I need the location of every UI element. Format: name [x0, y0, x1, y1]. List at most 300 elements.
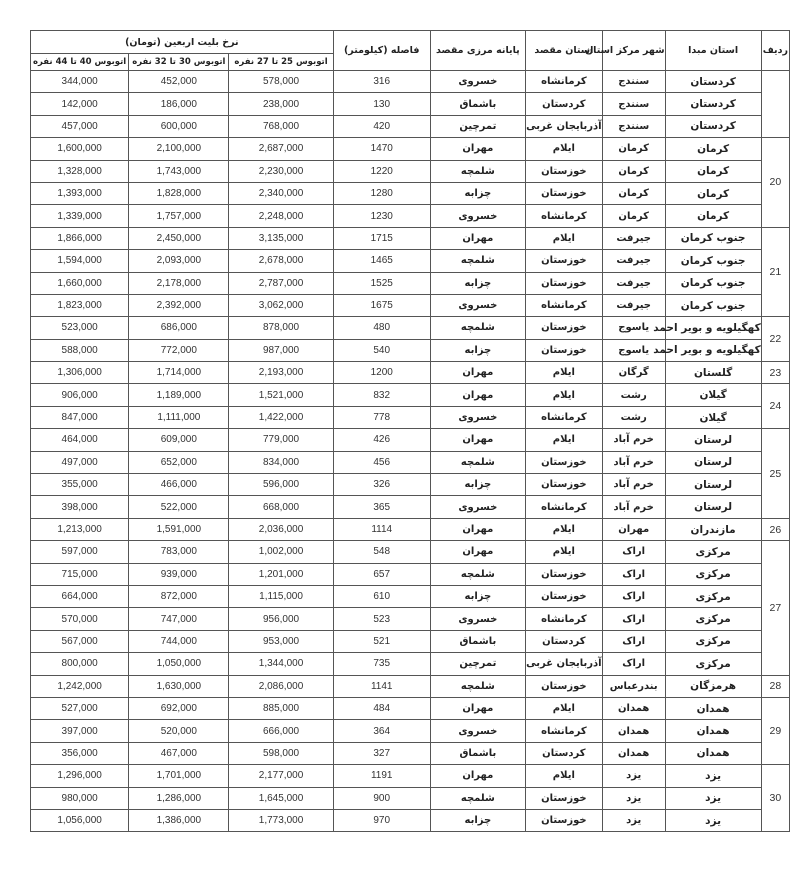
fare-bus-40-44: 142,000	[31, 93, 129, 115]
distance: 1465	[333, 250, 430, 272]
center-city: یاسوج	[602, 317, 665, 339]
origin-province: مرکزی	[665, 608, 761, 630]
fare-bus-40-44: 1,660,000	[31, 272, 129, 294]
distance: 610	[333, 585, 430, 607]
row-index: 22	[761, 317, 789, 362]
row-index: 28	[761, 675, 789, 697]
fare-bus-30-32: 686,000	[129, 317, 229, 339]
fare-bus-30-32: 2,093,000	[129, 250, 229, 272]
fare-bus-25-27: 1,115,000	[229, 585, 333, 607]
center-city: کرمان	[602, 138, 665, 160]
center-city: رشت	[602, 406, 665, 428]
fare-bus-25-27: 3,062,000	[229, 294, 333, 316]
distance: 778	[333, 406, 430, 428]
center-city: خرم آباد	[602, 474, 665, 496]
destination-province: آذربایجان غربی	[525, 653, 602, 675]
destination-province: کرمانشاه	[525, 71, 602, 93]
origin-province: یزد	[665, 809, 761, 831]
destination-province: ایلام	[525, 518, 602, 540]
header-bus-30-32: اتوبوس 30 تا 32 نفره	[129, 54, 229, 71]
table-row	[31, 809, 790, 831]
origin-province: لرستان	[665, 496, 761, 518]
fare-bus-25-27: 238,000	[229, 93, 333, 115]
distance: 1114	[333, 518, 430, 540]
center-city: کرمان	[602, 182, 665, 204]
header-center-city: شهر مرکز استان	[602, 31, 665, 71]
border-terminal: خسروی	[430, 71, 525, 93]
distance: 316	[333, 71, 430, 93]
fare-bus-40-44: 847,000	[31, 406, 129, 428]
origin-province: مرکزی	[665, 541, 761, 563]
origin-province: کردستان	[665, 93, 761, 115]
fare-bus-25-27: 1,344,000	[229, 653, 333, 675]
center-city: جیرفت	[602, 227, 665, 249]
origin-province: کردستان	[665, 71, 761, 93]
table-row	[31, 720, 790, 742]
fare-bus-30-32: 2,100,000	[129, 138, 229, 160]
destination-province: کرمانشاه	[525, 720, 602, 742]
fare-bus-25-27: 2,230,000	[229, 160, 333, 182]
distance: 657	[333, 563, 430, 585]
table-row	[31, 518, 790, 540]
center-city: خرم آباد	[602, 429, 665, 451]
row-index: 27	[761, 541, 789, 675]
fare-bus-30-32: 772,000	[129, 339, 229, 361]
destination-province: کردستان	[525, 93, 602, 115]
fare-bus-40-44: 1,866,000	[31, 227, 129, 249]
fare-bus-25-27: 2,036,000	[229, 518, 333, 540]
row-index: 29	[761, 697, 789, 764]
border-terminal: شلمچه	[430, 160, 525, 182]
distance: 548	[333, 541, 430, 563]
destination-province: خوزستان	[525, 451, 602, 473]
fare-bus-40-44: 1,213,000	[31, 518, 129, 540]
row-index: 25	[761, 429, 789, 519]
fare-bus-40-44: 567,000	[31, 630, 129, 652]
fare-bus-40-44: 1,056,000	[31, 809, 129, 831]
table-row	[31, 541, 790, 563]
fare-bus-30-32: 186,000	[129, 93, 229, 115]
table-row	[31, 608, 790, 630]
fare-bus-40-44: 398,000	[31, 496, 129, 518]
destination-province: خوزستان	[525, 250, 602, 272]
origin-province: جنوب کرمان	[665, 272, 761, 294]
distance: 327	[333, 742, 430, 764]
origin-province: کهگیلویه و بویر احمد	[665, 317, 761, 339]
fare-bus-25-27: 956,000	[229, 608, 333, 630]
origin-province: مرکزی	[665, 630, 761, 652]
fare-bus-25-27: 1,422,000	[229, 406, 333, 428]
fare-bus-30-32: 1,050,000	[129, 653, 229, 675]
fare-bus-40-44: 497,000	[31, 451, 129, 473]
table-row	[31, 496, 790, 518]
border-terminal: باشماق	[430, 93, 525, 115]
distance: 130	[333, 93, 430, 115]
destination-province: ایلام	[525, 362, 602, 384]
origin-province: گیلان	[665, 384, 761, 406]
fare-bus-40-44: 457,000	[31, 115, 129, 137]
border-terminal: مهران	[430, 429, 525, 451]
center-city: یزد	[602, 809, 665, 831]
fare-bus-40-44: 1,328,000	[31, 160, 129, 182]
fare-bus-30-32: 1,757,000	[129, 205, 229, 227]
distance: 540	[333, 339, 430, 361]
fare-bus-25-27: 2,248,000	[229, 205, 333, 227]
table-row	[31, 115, 790, 137]
fare-bus-25-27: 1,645,000	[229, 787, 333, 809]
fare-bus-30-32: 872,000	[129, 585, 229, 607]
fare-bus-25-27: 2,086,000	[229, 675, 333, 697]
destination-province: خوزستان	[525, 787, 602, 809]
table-row	[31, 787, 790, 809]
border-terminal: مهران	[430, 765, 525, 787]
origin-province: لرستان	[665, 451, 761, 473]
distance: 832	[333, 384, 430, 406]
table-row	[31, 205, 790, 227]
border-terminal: شلمچه	[430, 451, 525, 473]
center-city: همدان	[602, 720, 665, 742]
fare-bus-25-27: 834,000	[229, 451, 333, 473]
fare-bus-30-32: 520,000	[129, 720, 229, 742]
fare-bus-40-44: 588,000	[31, 339, 129, 361]
destination-province: خوزستان	[525, 317, 602, 339]
border-terminal: مهران	[430, 138, 525, 160]
distance: 364	[333, 720, 430, 742]
fare-bus-40-44: 664,000	[31, 585, 129, 607]
fare-bus-25-27: 668,000	[229, 496, 333, 518]
table-row	[31, 71, 790, 93]
distance: 1280	[333, 182, 430, 204]
center-city: اراک	[602, 630, 665, 652]
table-row	[31, 630, 790, 652]
border-terminal: شلمچه	[430, 675, 525, 697]
fare-bus-25-27: 578,000	[229, 71, 333, 93]
fare-bus-40-44: 800,000	[31, 653, 129, 675]
border-terminal: مهران	[430, 384, 525, 406]
center-city: جیرفت	[602, 272, 665, 294]
center-city: بندرعباس	[602, 675, 665, 697]
table-row	[31, 765, 790, 787]
center-city: گرگان	[602, 362, 665, 384]
fare-bus-30-32: 783,000	[129, 541, 229, 563]
distance: 1230	[333, 205, 430, 227]
table-row	[31, 294, 790, 316]
center-city: جیرفت	[602, 294, 665, 316]
fare-bus-30-32: 1,714,000	[129, 362, 229, 384]
border-terminal: چزابه	[430, 339, 525, 361]
fare-bus-30-32: 939,000	[129, 563, 229, 585]
border-terminal: شلمچه	[430, 250, 525, 272]
fare-bus-25-27: 2,177,000	[229, 765, 333, 787]
border-terminal: خسروی	[430, 294, 525, 316]
fare-bus-30-32: 1,630,000	[129, 675, 229, 697]
destination-province: ایلام	[525, 429, 602, 451]
center-city: کرمان	[602, 160, 665, 182]
distance: 523	[333, 608, 430, 630]
distance: 1525	[333, 272, 430, 294]
fare-bus-30-32: 1,111,000	[129, 406, 229, 428]
destination-province: ایلام	[525, 697, 602, 719]
origin-province: هرمزگان	[665, 675, 761, 697]
fare-bus-25-27: 878,000	[229, 317, 333, 339]
center-city: رشت	[602, 384, 665, 406]
fare-bus-25-27: 2,787,000	[229, 272, 333, 294]
center-city: اراک	[602, 563, 665, 585]
fare-bus-40-44: 356,000	[31, 742, 129, 764]
table-row	[31, 742, 790, 764]
header-bus-25-27: اتوبوس 25 تا 27 نفره	[229, 54, 333, 71]
table-row	[31, 451, 790, 473]
distance: 735	[333, 653, 430, 675]
border-terminal: خسروی	[430, 720, 525, 742]
fare-bus-40-44: 355,000	[31, 474, 129, 496]
fare-bus-40-44: 1,823,000	[31, 294, 129, 316]
origin-province: جنوب کرمان	[665, 227, 761, 249]
border-terminal: چزابه	[430, 809, 525, 831]
destination-province: خوزستان	[525, 272, 602, 294]
fare-bus-40-44: 980,000	[31, 787, 129, 809]
row-index: 23	[761, 362, 789, 384]
fare-bus-40-44: 570,000	[31, 608, 129, 630]
border-terminal: شلمچه	[430, 563, 525, 585]
fare-bus-25-27: 2,340,000	[229, 182, 333, 204]
destination-province: ایلام	[525, 765, 602, 787]
distance: 480	[333, 317, 430, 339]
fare-bus-40-44: 1,296,000	[31, 765, 129, 787]
fare-bus-25-27: 2,678,000	[229, 250, 333, 272]
fare-bus-40-44: 523,000	[31, 317, 129, 339]
row-index: 30	[761, 765, 789, 832]
fare-bus-30-32: 1,189,000	[129, 384, 229, 406]
destination-province: ایلام	[525, 227, 602, 249]
origin-province: مرکزی	[665, 563, 761, 585]
fare-bus-40-44: 715,000	[31, 563, 129, 585]
fare-bus-40-44: 344,000	[31, 71, 129, 93]
fare-bus-30-32: 2,392,000	[129, 294, 229, 316]
fare-bus-30-32: 1,386,000	[129, 809, 229, 831]
table-row	[31, 160, 790, 182]
origin-province: گلستان	[665, 362, 761, 384]
fare-bus-25-27: 779,000	[229, 429, 333, 451]
fare-bus-30-32: 2,178,000	[129, 272, 229, 294]
destination-province: کرمانشاه	[525, 205, 602, 227]
fare-bus-30-32: 1,591,000	[129, 518, 229, 540]
fare-bus-30-32: 747,000	[129, 608, 229, 630]
fare-bus-30-32: 1,286,000	[129, 787, 229, 809]
header-index: ردیف	[761, 31, 789, 71]
fare-bus-40-44: 1,393,000	[31, 182, 129, 204]
origin-province: لرستان	[665, 474, 761, 496]
origin-province: یزد	[665, 765, 761, 787]
center-city: سنندج	[602, 71, 665, 93]
table-row	[31, 362, 790, 384]
border-terminal: شلمچه	[430, 317, 525, 339]
fare-bus-30-32: 744,000	[129, 630, 229, 652]
distance: 365	[333, 496, 430, 518]
fare-bus-25-27: 1,773,000	[229, 809, 333, 831]
fare-bus-30-32: 467,000	[129, 742, 229, 764]
fare-bus-25-27: 1,002,000	[229, 541, 333, 563]
destination-province: ایلام	[525, 541, 602, 563]
destination-province: خوزستان	[525, 160, 602, 182]
fare-bus-25-27: 2,687,000	[229, 138, 333, 160]
table-row	[31, 653, 790, 675]
header-destination-province: استان مقصد	[525, 31, 602, 71]
border-terminal: مهران	[430, 697, 525, 719]
table-header	[31, 31, 790, 71]
fare-bus-30-32: 1,701,000	[129, 765, 229, 787]
fare-bus-30-32: 600,000	[129, 115, 229, 137]
arbaeen-fare-table	[30, 30, 790, 832]
center-city: سنندج	[602, 115, 665, 137]
table-row	[31, 227, 790, 249]
origin-province: مازندران	[665, 518, 761, 540]
border-terminal: چزابه	[430, 585, 525, 607]
fare-bus-40-44: 1,594,000	[31, 250, 129, 272]
fare-bus-30-32: 609,000	[129, 429, 229, 451]
destination-province: کردستان	[525, 742, 602, 764]
origin-province: کرمان	[665, 160, 761, 182]
fare-bus-40-44: 527,000	[31, 697, 129, 719]
fare-bus-30-32: 2,450,000	[129, 227, 229, 249]
origin-province: مرکزی	[665, 653, 761, 675]
row-index: 26	[761, 518, 789, 540]
distance: 1141	[333, 675, 430, 697]
row-index: 20	[761, 138, 789, 228]
table-body	[31, 71, 790, 832]
fare-bus-30-32: 1,828,000	[129, 182, 229, 204]
origin-province: کردستان	[665, 115, 761, 137]
distance: 426	[333, 429, 430, 451]
origin-province: لرستان	[665, 429, 761, 451]
table-row	[31, 384, 790, 406]
header-fare-group: نرخ بلیت اربعین (تومان)	[31, 31, 334, 54]
border-terminal: مهران	[430, 541, 525, 563]
table-row	[31, 182, 790, 204]
header-distance: فاصله (کیلومتر)	[333, 31, 430, 71]
table-row	[31, 585, 790, 607]
border-terminal: تمرچین	[430, 653, 525, 675]
border-terminal: تمرچین	[430, 115, 525, 137]
distance: 420	[333, 115, 430, 137]
origin-province: همدان	[665, 742, 761, 764]
fare-bus-40-44: 906,000	[31, 384, 129, 406]
border-terminal: مهران	[430, 518, 525, 540]
table-row	[31, 474, 790, 496]
table-row	[31, 93, 790, 115]
fare-bus-25-27: 885,000	[229, 697, 333, 719]
center-city: سنندج	[602, 93, 665, 115]
border-terminal: شلمچه	[430, 787, 525, 809]
fare-bus-30-32: 522,000	[129, 496, 229, 518]
destination-province: خوزستان	[525, 675, 602, 697]
center-city: اراک	[602, 653, 665, 675]
center-city: یاسوج	[602, 339, 665, 361]
fare-bus-25-27: 3,135,000	[229, 227, 333, 249]
distance: 1715	[333, 227, 430, 249]
fare-bus-25-27: 666,000	[229, 720, 333, 742]
row-index	[761, 71, 789, 138]
center-city: مهران	[602, 518, 665, 540]
destination-province: آذربایجان غربی	[525, 115, 602, 137]
fare-bus-25-27: 1,521,000	[229, 384, 333, 406]
destination-province: کرمانشاه	[525, 496, 602, 518]
origin-province: جنوب کرمان	[665, 294, 761, 316]
border-terminal: خسروی	[430, 608, 525, 630]
header-bus-40-44: اتوبوس 40 تا 44 نفره	[31, 54, 129, 71]
destination-province: خوزستان	[525, 809, 602, 831]
destination-province: کرمانشاه	[525, 608, 602, 630]
fare-bus-40-44: 1,600,000	[31, 138, 129, 160]
distance: 1675	[333, 294, 430, 316]
origin-province: یزد	[665, 787, 761, 809]
distance: 484	[333, 697, 430, 719]
origin-province: همدان	[665, 697, 761, 719]
border-terminal: مهران	[430, 227, 525, 249]
center-city: یزد	[602, 787, 665, 809]
table-row	[31, 406, 790, 428]
fare-bus-40-44: 464,000	[31, 429, 129, 451]
table-row	[31, 339, 790, 361]
center-city: خرم آباد	[602, 451, 665, 473]
fare-bus-30-32: 466,000	[129, 474, 229, 496]
destination-province: خوزستان	[525, 182, 602, 204]
fare-bus-40-44: 1,306,000	[31, 362, 129, 384]
fare-bus-30-32: 652,000	[129, 451, 229, 473]
distance: 326	[333, 474, 430, 496]
distance: 970	[333, 809, 430, 831]
table-row	[31, 250, 790, 272]
fare-bus-25-27: 1,201,000	[229, 563, 333, 585]
border-terminal: باشماق	[430, 742, 525, 764]
fare-bus-30-32: 692,000	[129, 697, 229, 719]
fare-bus-25-27: 768,000	[229, 115, 333, 137]
center-city: همدان	[602, 697, 665, 719]
destination-province: کرمانشاه	[525, 294, 602, 316]
fare-bus-30-32: 452,000	[129, 71, 229, 93]
origin-province: کرمان	[665, 205, 761, 227]
table-row	[31, 697, 790, 719]
destination-province: خوزستان	[525, 563, 602, 585]
center-city: یزد	[602, 765, 665, 787]
border-terminal: چزابه	[430, 272, 525, 294]
table-row	[31, 429, 790, 451]
destination-province: کردستان	[525, 630, 602, 652]
origin-province: جنوب کرمان	[665, 250, 761, 272]
row-index: 21	[761, 227, 789, 317]
border-terminal: باشماق	[430, 630, 525, 652]
distance: 456	[333, 451, 430, 473]
origin-province: کرمان	[665, 182, 761, 204]
center-city: خرم آباد	[602, 496, 665, 518]
header-border-terminal: پایانه مرزی مقصد	[430, 31, 525, 71]
destination-province: خوزستان	[525, 585, 602, 607]
border-terminal: مهران	[430, 362, 525, 384]
table-row	[31, 675, 790, 697]
center-city: اراک	[602, 608, 665, 630]
origin-province: کرمان	[665, 138, 761, 160]
table-row	[31, 563, 790, 585]
fare-bus-25-27: 596,000	[229, 474, 333, 496]
distance: 1220	[333, 160, 430, 182]
distance: 1200	[333, 362, 430, 384]
origin-province: مرکزی	[665, 585, 761, 607]
destination-province: کرمانشاه	[525, 406, 602, 428]
fare-bus-25-27: 987,000	[229, 339, 333, 361]
border-terminal: چزابه	[430, 474, 525, 496]
border-terminal: خسروی	[430, 496, 525, 518]
distance: 521	[333, 630, 430, 652]
